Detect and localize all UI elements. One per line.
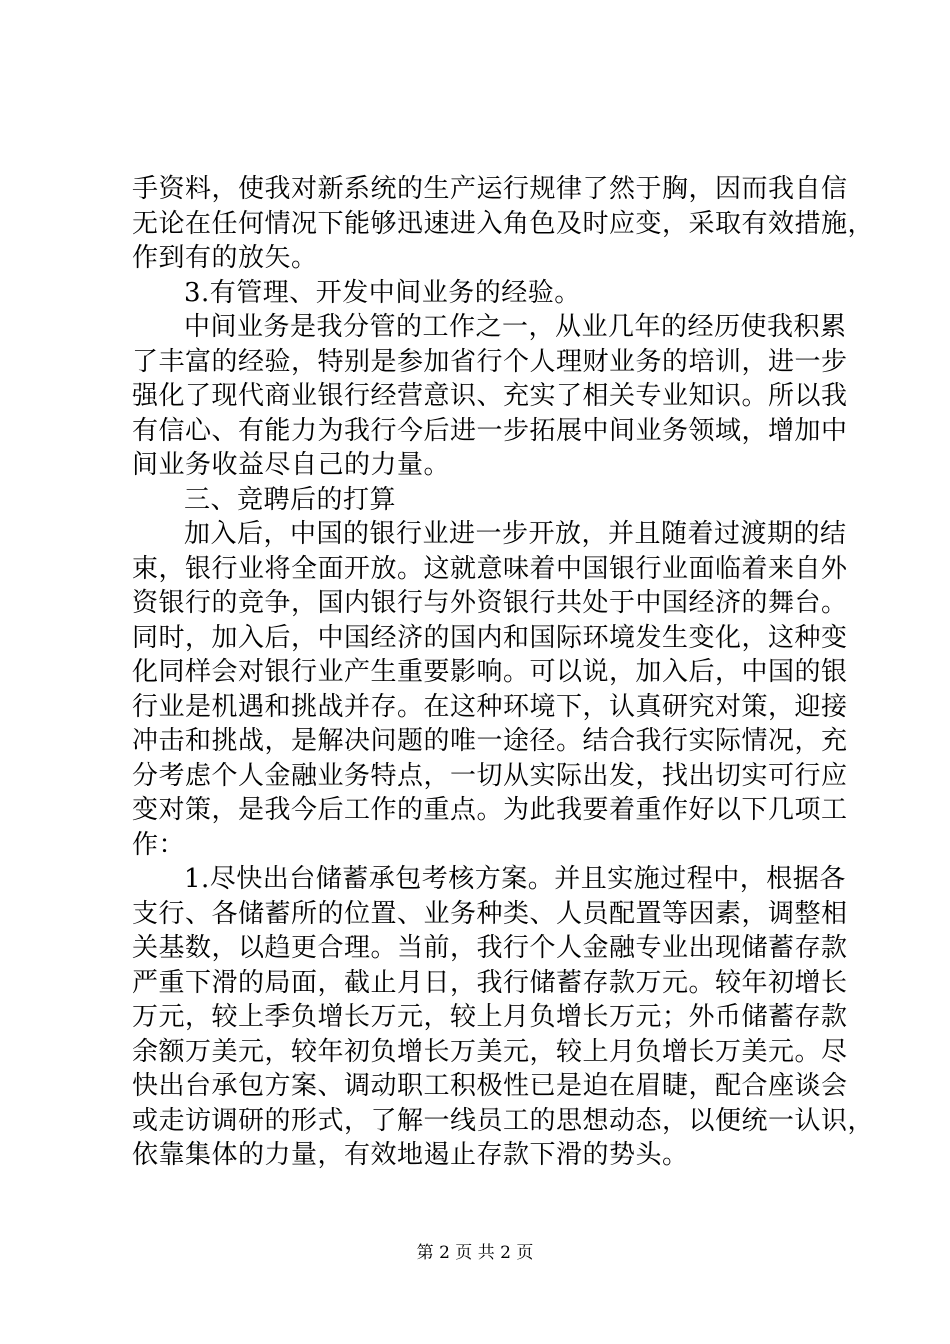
- text-line: 冲击和挑战，是解决问题的唯一途径。结合我行实际情况，充: [132, 726, 848, 756]
- text-line: 作到有的放矢。: [132, 243, 318, 273]
- text-line: 作：: [132, 829, 186, 860]
- text-line: 支行、各储蓄所的位置、业务种类、人员配置等因素，调整相: [132, 898, 848, 929]
- text-line: 中间业务是我分管的工作之一，从业几年的经历使我积累: [184, 312, 847, 342]
- text-line: 变对策，是我今后工作的重点。为此我要着重作好以下几项工: [132, 795, 848, 825]
- page-footer: 第 2 页 共 2 页: [416, 1243, 534, 1263]
- text-line: 同时，加入后，中国经济的国内和国际环境发生变化，这种变: [132, 622, 848, 653]
- text-line: 有信心、有能力为我行今后进一步拓展中间业务领域，增加中: [132, 415, 848, 446]
- text-line: 依靠集体的力量，有效地遏止存款下滑的势头。: [132, 1140, 689, 1170]
- text-line: 加入后，中国的银行业进一步开放，并且随着过渡期的结: [184, 519, 847, 549]
- text-line: 严重下滑的局面，截止月日，我行储蓄存款万元。较年初增长: [132, 967, 848, 998]
- body-text: [132, 172, 875, 1173]
- text-line: 化同样会对银行业产生重要影响。可以说，加入后，中国的银: [132, 657, 848, 687]
- text-line: 行业是机遇和挑战并存。在这种环境下，认真研究对策，迎接: [132, 691, 848, 722]
- text-line: 万元，较上季负增长万元，较上月负增长万元；外币储蓄存款: [132, 1002, 848, 1032]
- text-line: 关基数，以趋更合理。当前，我行个人金融专业出现储蓄存款: [132, 933, 848, 963]
- text-line: 无论在任何情况下能够迅速进入角色及时应变，采取有效措施，: [132, 208, 875, 239]
- text-line: 间业务收益尽自己的力量。: [132, 450, 451, 480]
- text-line: 了丰富的经验，特别是参加省行个人理财业务的培训，进一步: [132, 346, 848, 377]
- text-line: 三、竞聘后的打算: [184, 484, 397, 515]
- text-line: 余额万美元，较年初负增长万美元，较上月负增长万美元。尽: [132, 1036, 848, 1067]
- text-line: 3.有管理、开发中间业务的经验。: [184, 277, 581, 308]
- text-line: 强化了现代商业银行经营意识、充实了相关专业知识。所以我: [132, 381, 848, 411]
- text-line: 1.尽快出台储蓄承包考核方案。并且实施过程中，根据各: [184, 864, 846, 894]
- text-line: 资银行的竞争，国内银行与外资银行共处于中国经济的舞台。: [132, 588, 848, 618]
- text-line: 快出台承包方案、调动职工积极性已是迫在眉睫，配合座谈会: [132, 1071, 848, 1101]
- text-line: 分考虑个人金融业务特点，一切从实际出发，找出切实可行应: [132, 760, 848, 791]
- text-line: 手资料，使我对新系统的生产运行规律了然于胸，因而我自信: [132, 174, 848, 204]
- text-line: 或走访调研的形式，了解一线员工的思想动态，以便统一认识，: [132, 1105, 875, 1136]
- text-line: 束，银行业将全面开放。这就意味着中国银行业面临着来自外: [132, 553, 848, 584]
